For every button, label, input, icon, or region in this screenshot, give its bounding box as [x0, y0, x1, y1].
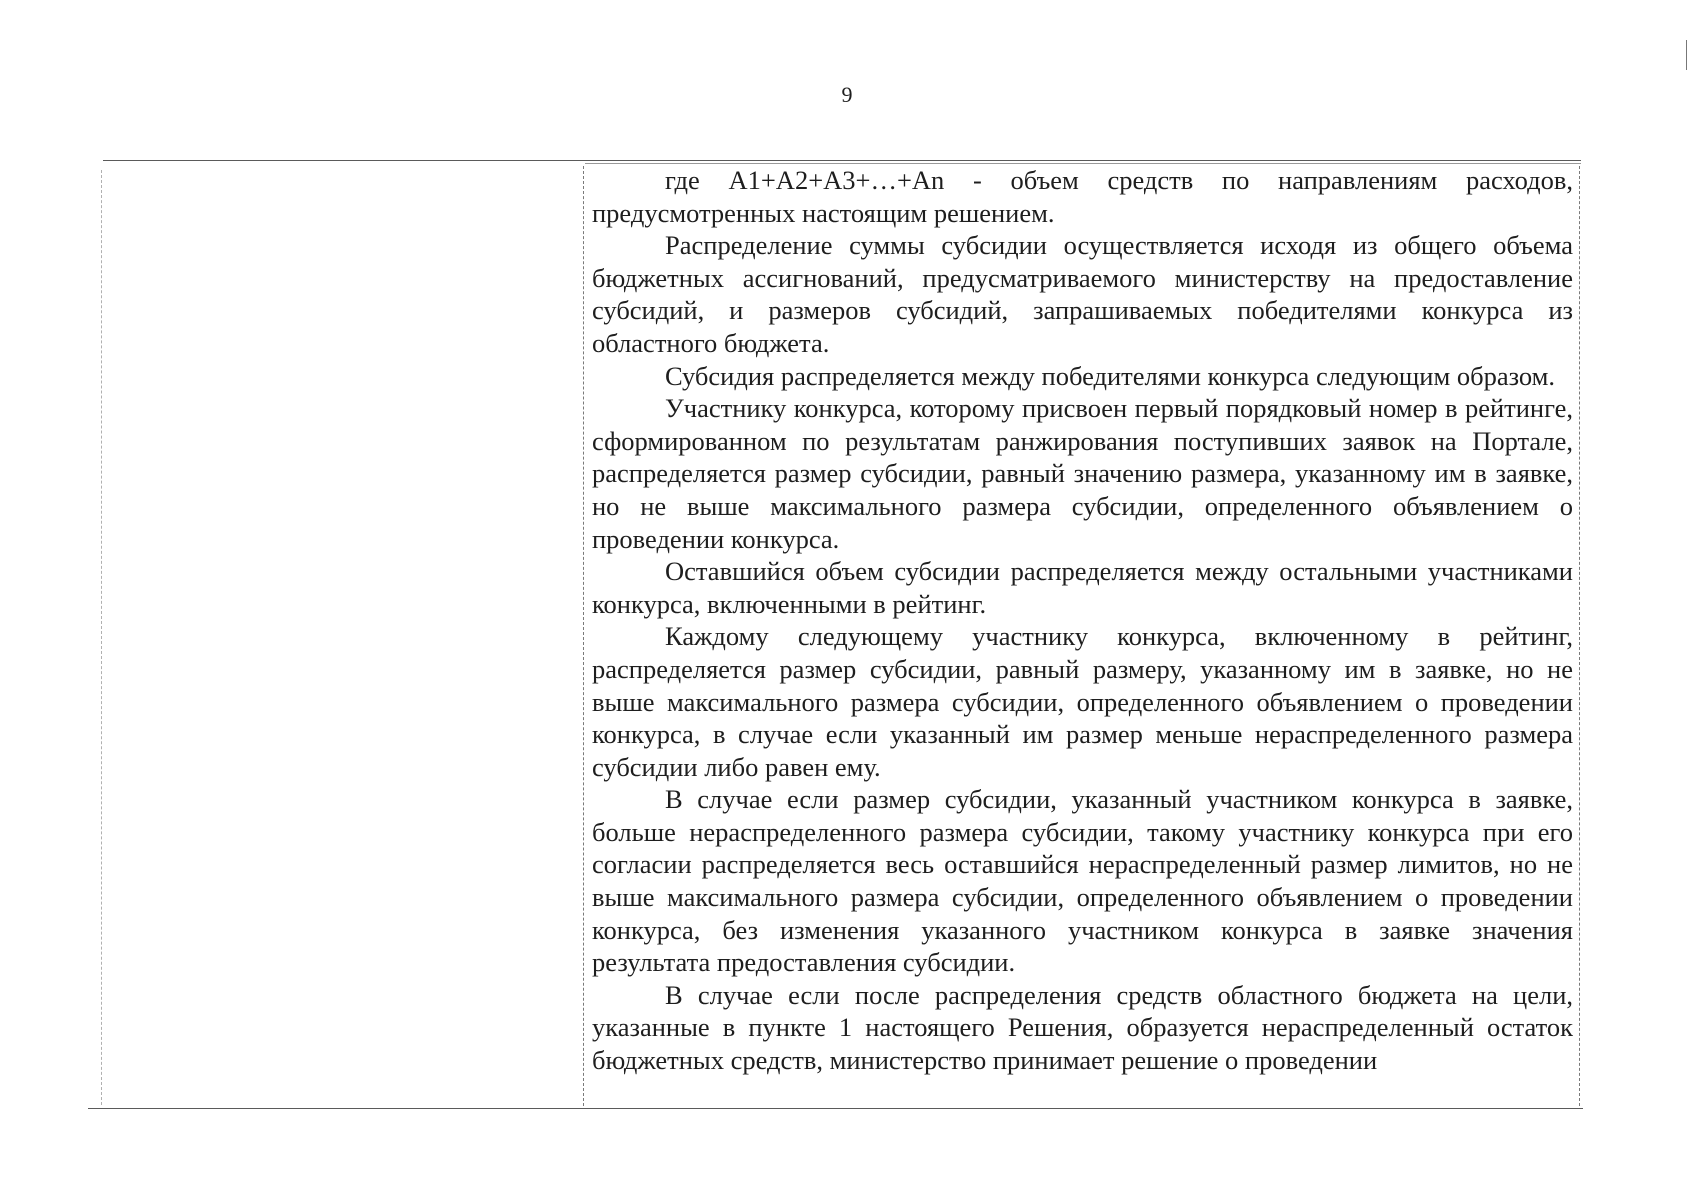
paragraph-first-participant: Участнику конкурса, которому присвоен первый порядковый номер в рейтинге, сформированном по результатам ранжирования поступивших заявок на Портале, распределяется размер субсидии, равный значению размера, указанному им в заявке, но не выше максимального размера субсидии, определенного объявлением о проведении конкурса.: [592, 393, 1573, 554]
paragraph-distribution-method: Субсидия распределяется между победителями конкурса следующим образом.: [665, 360, 1556, 391]
top-rule: [103, 160, 1581, 161]
column-divider-line: [583, 166, 584, 1106]
paragraph-undistributed-remainder: В случае если после распределения средств областного бюджета на цели, указанные в пункте 1 настоящего Решения, образуется нераспределенный остаток бюджетных средств, министерство принимает решение о проведении: [592, 979, 1573, 1076]
edge-mark: [1686, 40, 1687, 70]
paragraph-exceeding-request: В случае если размер субсидии, указанный участником конкурса в заявке, больше нераспределенного размера субсидии, такому участнику конкурса при его согласии распределяется весь оставшийся нераспределенный размер лимитов, но не выше максимального размера субсидии, определенного объявлением о проведении конкурса, без изменения указанного участником конкурса в заявке значения результата предоставления субсидии.: [592, 784, 1573, 978]
bottom-rule: [88, 1108, 1583, 1109]
paragraph-formula-note: где A1+A2+A3+…+An - объем средств по направлениям расходов, предусмотренных настоящим решением.: [592, 165, 1573, 228]
paragraph-distribution-basis: Распределение суммы субсидии осуществляется исходя из общего объема бюджетных ассигнований, предусматриваемого министерству на предоставление субсидий, и размеров субсидий, запрашиваемых победителями конкурса из областного бюджета.: [592, 230, 1573, 358]
left-margin-line: [101, 170, 102, 1105]
paragraph-next-participants: Каждому следующему участнику конкурса, включенному в рейтинг, распределяется размер субсидии, равный размеру, указанному им в заявке, но не выше максимального размера субсидии, определенного объявлением о проведении конкурса, в случае если указанный им размер меньше нераспределенного размера субсидии либо равен ему.: [592, 621, 1573, 782]
right-margin-line: [1579, 166, 1580, 1106]
page-number: 9: [841, 82, 854, 107]
paragraph-remaining-volume: Оставшийся объем субсидии распределяется между остальными участниками конкурса, включенными в рейтинг.: [592, 556, 1573, 619]
document-body: [592, 164, 1573, 1077]
